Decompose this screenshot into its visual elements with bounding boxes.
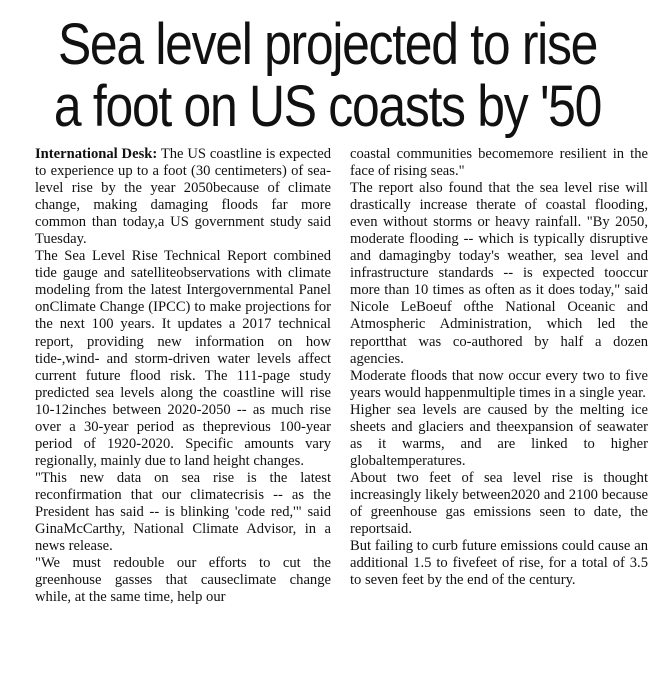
dateline: International Desk:: [35, 146, 158, 162]
article-paragraph: The report also found that the sea level rise will drastically increase therate of coastal flooding, even without storms or heavy rainfall. "By 2050, moderate flooding -- which is typically disruptive and damagingby today's weather, sea level and infrastructure standards -- is expected tooccur more than 10 times as often as it does today," said Nicole LeBoeuf ofthe National Oceanic and Atmospheric Administration, which led the reportthat was co-authored by half a dozen agencies.: [350, 180, 648, 367]
article-paragraph: [35, 146, 331, 248]
article-paragraph: "We must redouble our efforts to cut the greenhouse gasses that causeclimate change while, at the same time, help our: [35, 555, 331, 606]
headline-line-1: Sea level projected to rise: [57, 12, 598, 77]
article-paragraph: "This new data on sea rise is the latest reconfirmation that our climatecrisis -- as the President has said -- is blinking 'code red,'" said GinaMcCarthy, National Climate Advisor, in a news release.: [35, 469, 331, 555]
headline-line-2: a foot on US coasts by '50: [53, 74, 602, 139]
article-paragraph: Moderate floods that now occur every two to five years would happenmultiple times in a single year.: [350, 367, 648, 401]
headline: [46, 14, 609, 138]
article-paragraph: But failing to curb future emissions could cause an additional 1.5 to fivefeet of rise, for a total of 3.5 to seven feet by the end of the century.: [350, 538, 648, 589]
article-paragraph: The Sea Level Rise Technical Report combined tide gauge and satelliteobservations with climate modeling from the latest Intergovernmental Panel onClimate Change (IPCC) to make projections for the next 100 years. It updates a 2017 technical report, providing new information on how tide-,wind- and storm-driven water levels affect current future flood risk. The 111-page study predicted sea levels along the coastline will rise 10-12inches between 2020-2050 -- as much rise over a 30-year period as theprevious 100-year period of 1920-2020. Specific amounts vary regionally, mainly due to land height changes.: [35, 248, 331, 469]
paragraph-text: The US coastline is expected to experience up to a foot (30 centimeters) of sea-level rise by the year 2050because of climate change, making damaging floods far more common than today,a US government study said Tuesday.: [35, 146, 332, 248]
article-paragraph: About two feet of sea level rise is thought increasingly likely between2020 and 2100 because of greenhouse gas emissions seen to date, the reportsaid.: [350, 469, 648, 538]
article-column-right: [350, 146, 648, 589]
article-paragraph: coastal communities becomemore resilient in the face of rising seas.": [350, 146, 648, 180]
article-paragraph: Higher sea levels are caused by the melting ice sheets and glaciers and theexpansion of seawater as it warms, and are linked to higher globaltemperatures.: [350, 401, 648, 469]
article-column-left: [35, 146, 331, 606]
